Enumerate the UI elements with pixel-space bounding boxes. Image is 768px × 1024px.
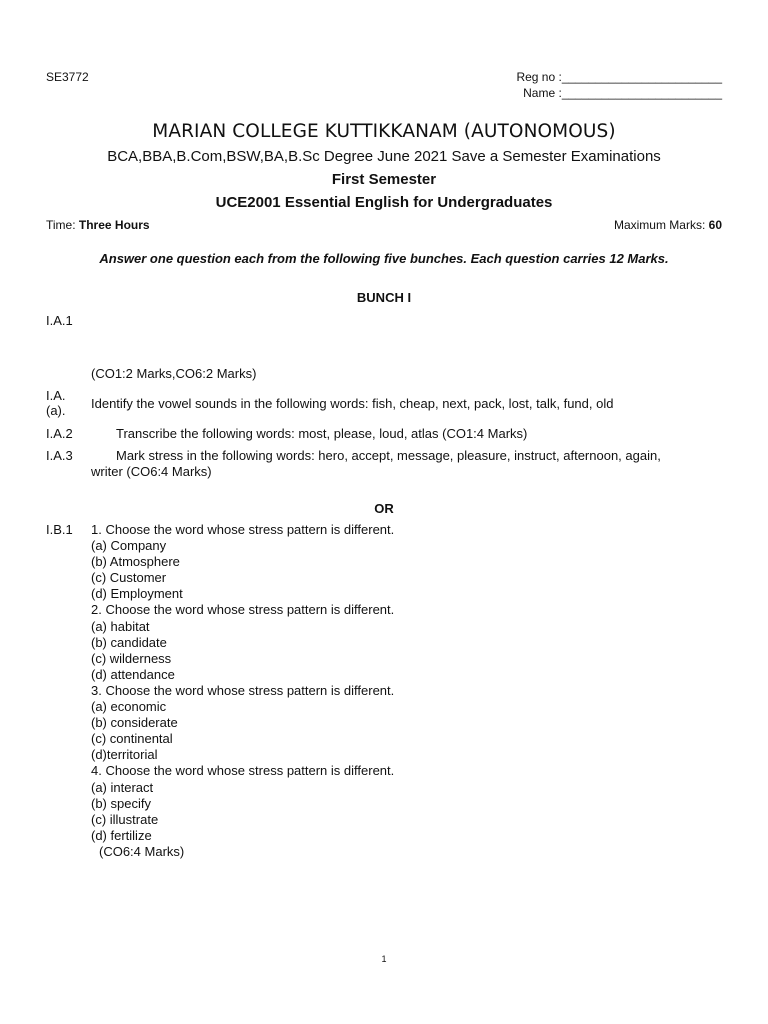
question-number-ib1: I.B.1 <box>46 522 73 537</box>
ia2-question-text: Transcribe the following words: most, please, loud, atlas (CO1:4 Marks) <box>116 426 528 441</box>
reg-no-field: Reg no :________________________ <box>516 70 722 84</box>
list-item: (d) attendance <box>91 666 175 682</box>
college-title: MARIAN COLLEGE KUTTIKKANAM (AUTONOMOUS) <box>152 121 616 142</box>
list-item: 1. Choose the word whose stress pattern is different. <box>91 522 395 537</box>
question-number-ia1: I.A.1 <box>46 313 73 328</box>
list-item: (a) economic <box>91 699 167 715</box>
iaa-question-text: Identify the vowel sounds in the following words: fish, cheap, next, pack, lost, talk, fund, old <box>91 396 614 411</box>
course-title: UCE2001 Essential English for Undergraduates <box>215 194 553 211</box>
time-label: Time: <box>46 218 79 232</box>
list-item: (c) continental <box>91 731 173 747</box>
list-item: (d)territorial <box>91 747 158 763</box>
time-value: Three Hours <box>78 218 150 232</box>
max-marks-value: 60 <box>708 218 722 232</box>
exam-title: BCA,BBA,B.Com,BSW,BA,B.Sc Degree June 2021 Save a Semester Examinations <box>107 148 661 165</box>
question-number-iaa-line1: I.A. <box>46 388 66 403</box>
ia3-question-text-line1: Mark stress in the following words: hero, accept, message, pleasure, instruct, afternoon, again, <box>116 448 661 463</box>
time-info <box>46 218 150 232</box>
ia3-question-text-line2: writer (CO6:4 Marks) <box>91 464 212 479</box>
question-number-iaa-line2: (a). <box>46 403 66 418</box>
list-item: (d) fertilize <box>91 827 152 843</box>
exam-code: SE3772 <box>46 70 89 84</box>
ib1-question-list <box>91 522 394 860</box>
list-item: 2. Choose the word whose stress pattern is different. <box>91 602 395 618</box>
list-item: (a) habitat <box>91 618 150 634</box>
list-item: (b) Atmosphere <box>91 554 180 570</box>
max-marks-label: Maximum Marks: <box>613 218 709 232</box>
list-item: (b) candidate <box>91 634 167 650</box>
list-item: (c) wilderness <box>91 650 172 666</box>
list-item: (c) illustrate <box>91 811 159 827</box>
question-number-ia3: I.A.3 <box>46 448 73 463</box>
list-item: (b) considerate <box>91 715 178 731</box>
or-separator: OR <box>374 501 394 516</box>
instruction: Answer one question each from the following five bunches. Each question carries 12 Marks. <box>99 251 669 266</box>
list-item: (d) Employment <box>91 586 183 602</box>
list-item: (b) specify <box>91 795 151 811</box>
ia1-marks: (CO1:2 Marks,CO6:2 Marks) <box>91 366 257 381</box>
list-item: (a) interact <box>91 779 154 795</box>
semester-title: First Semester <box>331 171 437 188</box>
bunch-title: BUNCH I <box>356 290 412 305</box>
list-item: 4. Choose the word whose stress pattern is different. <box>91 763 395 779</box>
max-marks-info <box>614 218 722 232</box>
name-field: Name :________________________ <box>523 86 722 100</box>
question-number-ia2: I.A.2 <box>46 426 73 441</box>
list-item: (c) Customer <box>91 570 167 586</box>
list-item: 3. Choose the word whose stress pattern is different. <box>91 682 395 698</box>
page-number: 1 <box>381 954 387 964</box>
ib1-marks: (CO6:4 Marks) <box>99 843 185 859</box>
list-item: (a) Company <box>91 538 167 554</box>
